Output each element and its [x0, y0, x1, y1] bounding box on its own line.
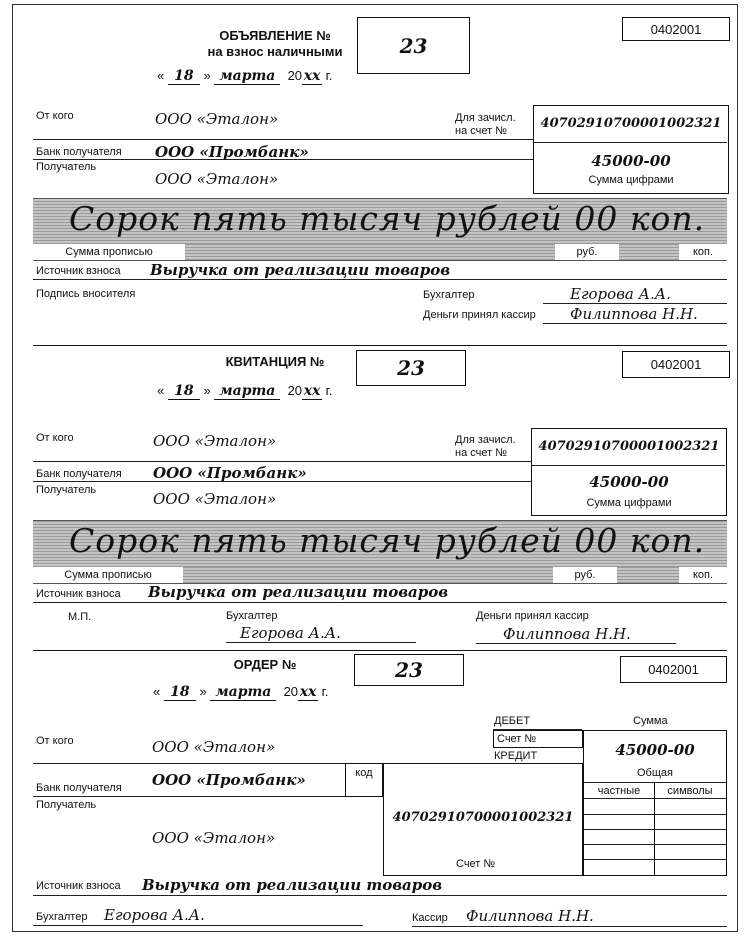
account-number: 40702910700001002321 [538, 439, 720, 454]
source-label: Источник взноса [36, 588, 121, 600]
depositor-signature-label: Подпись вносителя [36, 288, 136, 300]
recipient-value: ООО «Эталон» [152, 829, 276, 847]
announcement-form-code: 0402001 [622, 17, 730, 41]
order-number-box [354, 654, 464, 686]
account-no-cell: Счет № [493, 730, 583, 748]
recipient-value: ООО «Эталон» [155, 170, 279, 188]
recipient-label: Получатель [36, 799, 97, 811]
amount-words-band [33, 198, 727, 245]
bank-value: ООО «Промбанк» [155, 143, 309, 161]
account-amount-box [533, 105, 729, 194]
announcement-date: « 18 » марта 20 xx г. [157, 68, 333, 84]
source-label: Источник взноса [36, 880, 121, 892]
amount-words-caption-strip [33, 244, 727, 261]
amount-digits-caption: Сумма цифрами [588, 174, 674, 186]
credit-account-no-label: Счет № [456, 858, 496, 870]
sum-table [583, 730, 727, 876]
account-number: 40702910700001002321 [392, 810, 574, 825]
announcement-title [180, 28, 370, 60]
amount-digits: 45000-00 [591, 152, 671, 170]
receipt-title: КВИТАНЦИЯ № [225, 354, 325, 369]
rub-label: руб. [553, 567, 617, 583]
receipt-number: 23 [397, 356, 425, 380]
announcement-title-line1: ОБЪЯВЛЕНИЕ № [219, 28, 331, 43]
order-form-code: 0402001 [620, 656, 727, 683]
partial-label: частные [597, 785, 641, 797]
cashier-value: Филиппова Н.Н. [466, 907, 594, 925]
payer-value: ООО «Эталон» [153, 432, 277, 450]
source-value: Выручка от реализации товаров [142, 876, 443, 894]
announcement-title-line2: на взнос наличными [207, 44, 343, 59]
date-month: марта [214, 68, 280, 85]
order-title: ОРДЕР № [233, 657, 297, 672]
from-whom-label: От кого [36, 432, 74, 444]
amount-words-band [33, 520, 727, 568]
order-date: « 18 » марта 20 xx г. [153, 684, 329, 700]
bank-value: ООО «Промбанк» [152, 771, 306, 789]
amount-digits: 45000-00 [589, 473, 669, 491]
section-separator [33, 345, 727, 346]
accountant-label: Бухгалтер [423, 289, 475, 301]
credit-account-cell [383, 763, 583, 876]
kop-label: коп. [679, 567, 727, 583]
symbols-label: символы [667, 785, 713, 797]
source-value: Выручка от реализации товаров [148, 583, 449, 601]
cashier-received-label: Деньги принял кассир [423, 309, 536, 321]
payer-value: ООО «Эталон» [152, 738, 276, 756]
accountant-value: Егорова А.А. [240, 624, 341, 642]
from-whom-label: От кого [36, 110, 74, 122]
account-amount-box [531, 428, 727, 516]
bank-recipient-label: Банк получателя [36, 782, 122, 794]
stamp-label: М.П. [68, 611, 92, 623]
recipient-value: ООО «Эталон» [153, 490, 277, 508]
source-label: Источник взноса [36, 265, 121, 277]
rub-label: руб. [555, 244, 619, 260]
receipt-form-code: 0402001 [622, 351, 730, 378]
receipt-number-box [356, 350, 466, 386]
amount-digits: 45000-00 [615, 741, 695, 759]
to-account-label: на счет № [455, 125, 508, 137]
code-cell: код [345, 763, 383, 797]
amount-digits-caption: Сумма цифрами [586, 497, 672, 509]
accountant-value: Егорова А.А. [104, 906, 205, 924]
order-number: 23 [395, 658, 423, 682]
amount-words-caption: Сумма прописью [33, 567, 183, 583]
cashier-value: Филиппова Н.Н. [503, 625, 631, 643]
payer-value: ООО «Эталон» [155, 110, 279, 128]
date-day: 18 [168, 68, 200, 85]
source-value: Выручка от реализации товаров [150, 261, 451, 279]
for-credit-label: Для зачисл. [455, 434, 516, 446]
bank-recipient-label: Банк получателя [36, 468, 122, 480]
announcement-number-box [357, 17, 470, 74]
recipient-label: Получатель [36, 161, 97, 173]
accountant-value: Егорова А.А. [570, 285, 671, 303]
to-account-label: на счет № [455, 447, 508, 459]
receipt-date: « 18 » марта 20 xx г. [157, 383, 333, 399]
announcement-number: 23 [399, 33, 428, 58]
cashier-label: Кассир [412, 912, 448, 924]
account-number: 40702910700001002321 [540, 116, 722, 131]
for-credit-label: Для зачисл. [455, 112, 516, 124]
amount-words-caption-strip [33, 567, 727, 584]
debit-label: ДЕБЕТ [494, 715, 531, 727]
accountant-label: Бухгалтер [36, 911, 88, 923]
credit-label: КРЕДИТ [494, 750, 538, 762]
cashier-received-label: Деньги принял кассир [476, 610, 589, 622]
amount-words: Сорок пять тысяч рублей 00 коп. [69, 521, 706, 560]
section-separator [33, 650, 727, 651]
amount-words: Сорок пять тысяч рублей 00 коп. [69, 199, 706, 238]
amount-words-caption: Сумма прописью [33, 244, 185, 260]
total-label: Общая [637, 767, 673, 779]
bank-value: ООО «Промбанк» [153, 464, 307, 482]
date-year: xx [303, 68, 321, 84]
kop-label: коп. [679, 244, 727, 260]
sum-label: Сумма [633, 715, 668, 727]
bank-recipient-label: Банк получателя [36, 146, 122, 158]
recipient-label: Получатель [36, 484, 97, 496]
cashier-value: Филиппова Н.Н. [570, 305, 698, 323]
from-whom-label: От кого [36, 735, 74, 747]
accountant-label: Бухгалтер [226, 610, 278, 622]
